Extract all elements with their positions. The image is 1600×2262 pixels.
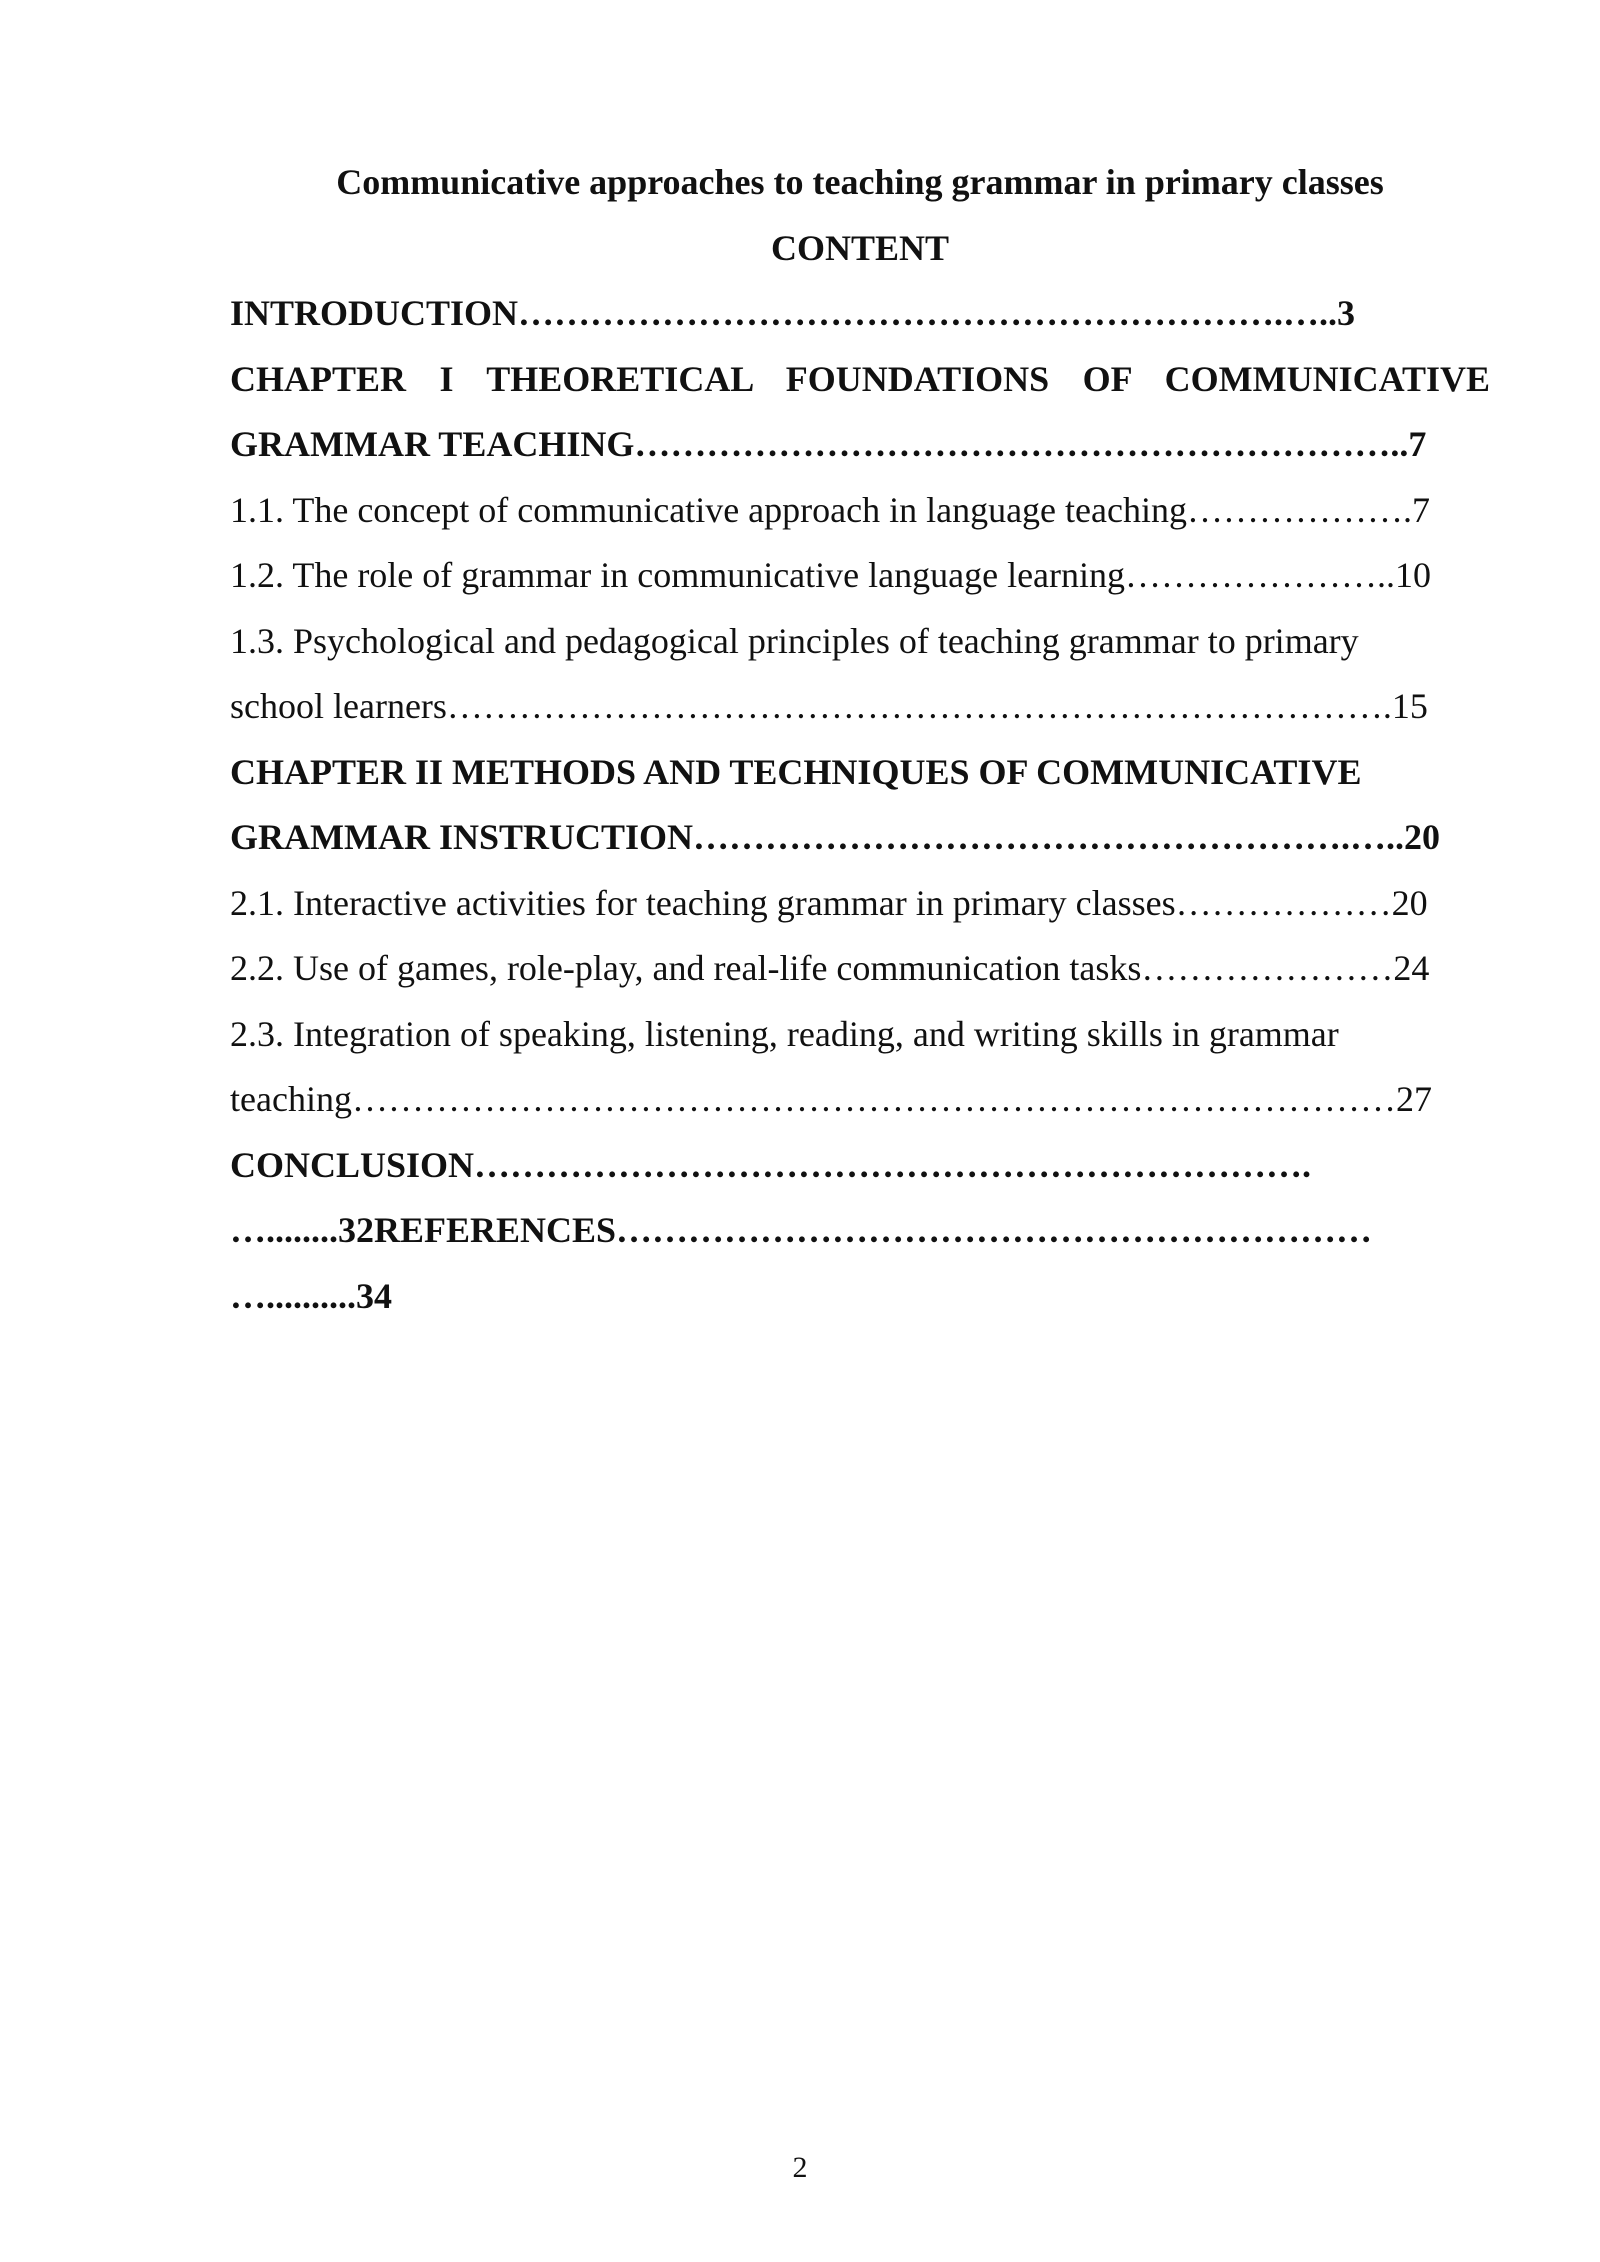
toc-entry-chapter-2-title: CHAPTER II METHODS AND TECHNIQUES OF COMMUNICATIVE xyxy=(230,751,1362,792)
toc-entry-2-1: 2.1. Interactive activities for teaching grammar in primary classes………………20 xyxy=(230,882,1428,923)
toc-entry-1-2: 1.2. The role of grammar in communicative language learning…………………..10 xyxy=(230,555,1432,595)
toc-entry-2-3: 2.3. Integration of speaking, listening, reading, and writing skills in grammar xyxy=(230,1013,1339,1054)
toc-entry-1-3-cont: school learners…………………………………………………………………….15 xyxy=(230,686,1428,726)
toc-entry-conclusion: CONCLUSION……………………………………………………………. xyxy=(230,1144,1312,1185)
toc-entry-1-3: 1.3. Psychological and pedagogical principles of teaching grammar to primary xyxy=(230,620,1359,661)
toc-entry-introduction: INTRODUCTION……………………………………………………….…..3 xyxy=(230,293,1356,333)
toc-entry-references: …........32REFERENCES……………………………………………………… xyxy=(230,1210,1373,1250)
page-number: 2 xyxy=(792,2151,808,2184)
toc-entry-chapter-1-title: CHAPTER I THEORETICAL FOUNDATIONS OF COMMUNICATIVE xyxy=(230,358,1490,399)
toc-entry-2-3-cont: teaching……………………………………………………………………………27 xyxy=(230,1079,1432,1119)
table-of-contents xyxy=(230,150,1490,1329)
toc-entry-2-2: 2.2. Use of games, role-play, and real-life communication tasks…………………24 xyxy=(230,948,1430,988)
toc-entry-references-cont: …..........34 xyxy=(230,1275,392,1316)
toc-entry-1-1: 1.1. The concept of communicative approach in language teaching……………….7 xyxy=(230,489,1430,530)
content-heading: CONTENT xyxy=(770,227,950,268)
document-title: Communicative approaches to teaching grammar in primary classes xyxy=(336,162,1384,202)
toc-entry-chapter-2-title-cont: GRAMMAR INSTRUCTION……………………………………………….…..20 xyxy=(230,817,1441,857)
toc-entry-chapter-1-title-cont: GRAMMAR TEACHING………………………………………………………..7 xyxy=(230,424,1427,464)
